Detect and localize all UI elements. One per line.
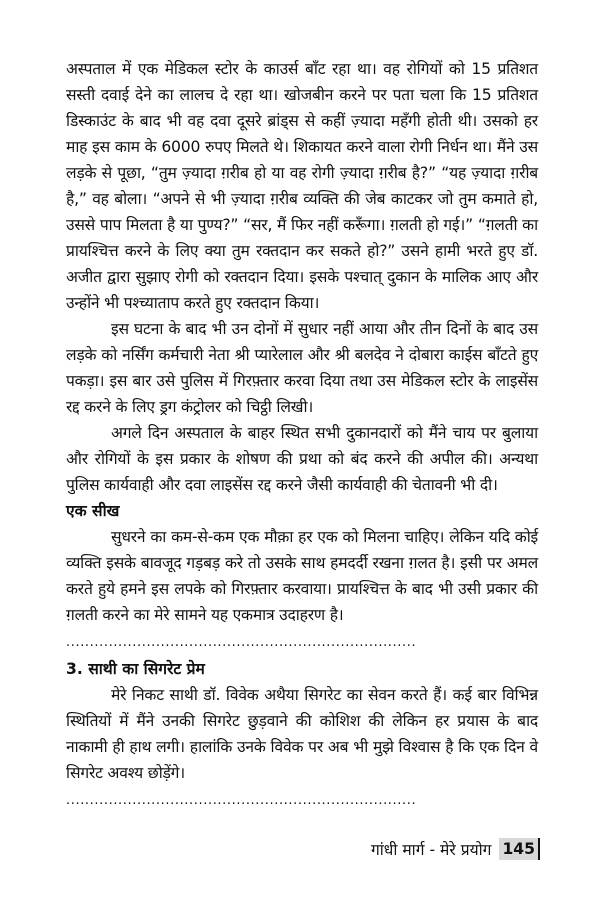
page-footer <box>371 837 540 861</box>
separator-top: .......................................................................... <box>66 635 417 650</box>
footer-book-title: गांधी मार्ग - मेरे प्रयोग <box>370 841 492 859</box>
paragraph-2: इस घटना के बाद भी उन दोनों में सुधार नहीं आया और तीन दिनों के बाद उस लड़के को नर्सिंग कर्मचारी नेता श्री प्यारेलाल और श्री बलदेव ने दोबारा काईस बाँटते हुए पकड़ा। इस बार उसे पुलिस में गिरफ़्तार करवा दिया तथा उस मेडिकल स्टोर के लाइसेंस रद्द करने के लिए ड्रग कंट्रोलर को चिट्ठी लिखी। <box>66 320 538 416</box>
paragraph-3: अगले दिन अस्पताल के बाहर स्थित सभी दुकानदारों को मैंने चाय पर बुलाया और रोगियों के इस प्रकार के शोषण की प्रथा को बंद करने की अपील की। अन्यथा पुलिस कार्यवाही और दवा लाइसेंस रद्द करने जैसी कार्यवाही की चेतावनी भी दी। <box>66 424 538 494</box>
page-content <box>66 56 538 812</box>
paragraph-1: अस्पताल में एक मेडिकल स्टोर के काउर्स बाँट रहा था। वह रोगियों को 15 प्रतिशत सस्ती दवाई देने का लालच दे रहा था। खोजबीन करने पर पता चला कि 15 प्रतिशत डिस्काउंट के बाद भी वह दवा दूसरे ब्रांड्स से कहीं ज़्यादा महँगी होती थी। उसको हर माह इस काम के 6000 रुपए मिलते थे। शिकायत करने वाला रोगी निर्धन था। मैंने उस लड़के से पूछा, “तुम ज़्यादा ग़रीब हो या वह रोगी ज़्यादा ग़रीब है?” “यह ज़्यादा ग़रीब है,” वह बोला। “अपने से भी ज़्यादा ग़रीब व्यक्ति की जेब काटकर जो तुम कमाते हो, उससे पाप मिलता है या पुण्य?” “सर, मैं फिर नहीं करूँगा। ग़लती हो गई।” “ग़लती का प्रायश्चित्त करने के लिए क्या तुम रक्तदान कर सकते हो?” उसने हामी भरते हुए डॉ. अजीत द्वारा सुझाए रोगी को रक्तदान दिया। इसके पश्चात् दुकान के मालिक आए और उन्होंने भी पश्च्याताप करते हुए रक्तदान किया। <box>66 60 538 312</box>
lesson-paragraph: सुधरने का कम-से-कम एक मौक़ा हर एक को मिलना चाहिए। लेकिन यदि कोई व्यक्ति इसके बावजूद गड़बड़ करे तो उसके साथ हमदर्दी रखना ग़लत है। इसी पर अमल करते हुये हमने इस लपके को गिरफ़्तार करवाया। प्रायश्चित्त के बाद भी उसी प्रकार की ग़लती करने का मेरे सामने यह एकमात्र उदाहरण है। <box>66 528 538 624</box>
section-paragraph: मेरे निकट साथी डॉ. विवेक अथैया सिगरेट का सेवन करते हैं। कई बार विभिन्न स्थितियों में मैंने उनकी सिगरेट छुड़वाने की कोशिश की लेकिन हर प्रयास के बाद नाकामी ही हाथ लगी। हालांकि उनके विवेक पर अब भी मुझे विश्वास है कि एक दिन वे सिगरेट अवश्य छोड़ेंगे। <box>66 686 538 782</box>
subheading: एक सीख <box>66 502 120 520</box>
separator-bottom: .......................................................................... <box>66 793 417 808</box>
section-title: 3. साथी का सिगरेट प्रेम <box>66 660 205 678</box>
page-number: 145 <box>499 838 540 860</box>
